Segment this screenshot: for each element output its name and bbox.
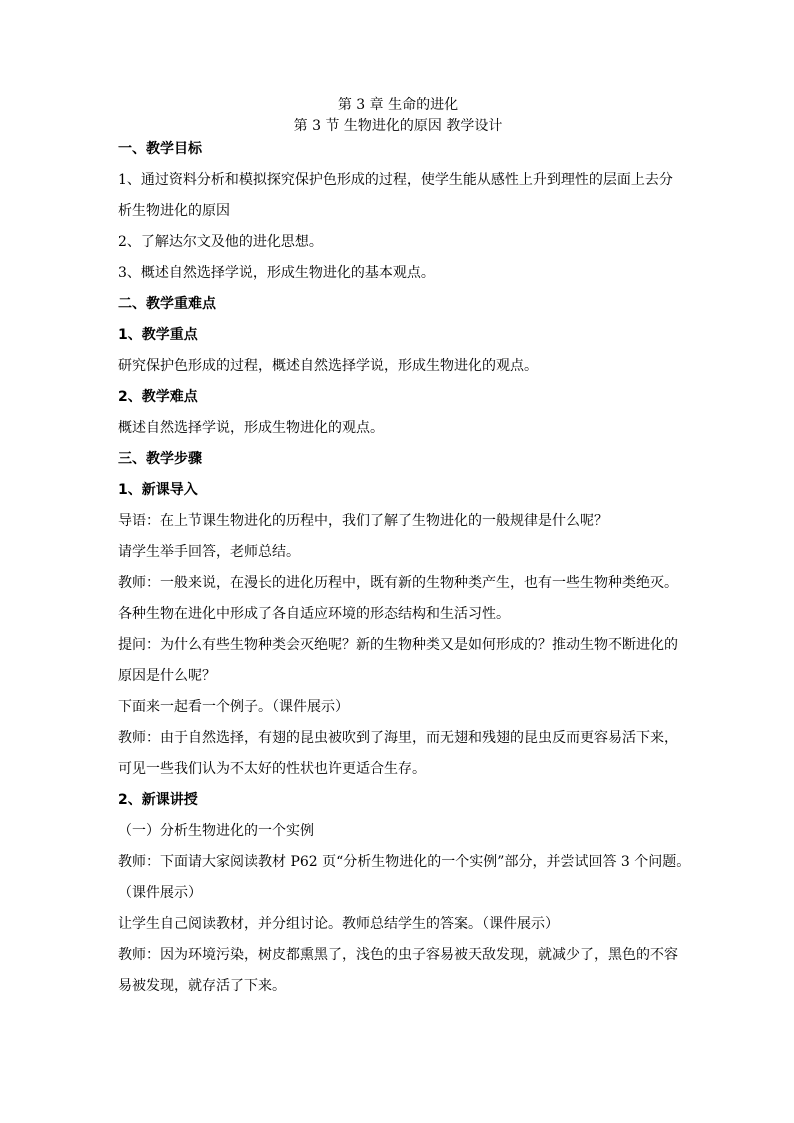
paragraph-line: （一）分析生物进化的一个实例 [118, 823, 314, 839]
chapter-title: 第 3 章 生命的进化 [337, 97, 459, 113]
paragraph-line: 让学生自己阅读教材，并分组讨论。教师总结学生的答案。（课件展示） [118, 916, 559, 932]
paragraph-line: 2、了解达尔文及他的进化思想。 [118, 234, 323, 250]
section-heading: 1、教学重点 [118, 327, 198, 343]
paragraph-line: 析生物进化的原因 [118, 203, 230, 219]
section-heading: 2、新课讲授 [118, 792, 198, 808]
paragraph-line: 下面来一起看一个例子。（课件展示） [118, 699, 349, 715]
paragraph-line: 教师：由于自然选择，有翅的昆虫被吹到了海里，而无翅和残翅的昆虫反而更容易活下来， [118, 730, 678, 746]
section-heading: 一、教学目标 [118, 141, 202, 157]
paragraph-line: 请学生举手回答，老师总结。 [118, 544, 300, 560]
paragraph-line: 各种生物在进化中形成了各自适应环境的形态结构和生活习性。 [118, 606, 510, 622]
paragraph-line: 提问：为什么有些生物种类会灭绝呢？新的生物种类又是如何形成的？推动生物不断进化的 [118, 637, 678, 653]
paragraph-line: 教师：一般来说，在漫长的进化历程中，既有新的生物种类产生，也有一些生物种类绝灭。 [118, 575, 678, 591]
document-lines [118, 134, 691, 1002]
paragraph-line: 教师：因为环境污染，树皮都熏黑了，浅色的虫子容易被天敌发现，就减少了，黑色的不容 [118, 947, 678, 963]
paragraph-line: 可见一些我们认为不太好的性状也许更适合生存。 [118, 761, 426, 777]
section-title: 第 3 节 生物进化的原因 教学设计 [293, 118, 503, 134]
section-heading: 2、教学难点 [118, 389, 198, 405]
section-heading: 二、教学重难点 [118, 296, 216, 312]
paragraph-line: 原因是什么呢？ [118, 668, 216, 684]
document-body [118, 95, 691, 1002]
section-heading: 三、教学步骤 [118, 451, 202, 467]
section-heading: 1、新课导入 [118, 482, 198, 498]
paragraph-line: 概述自然选择学说，形成生物进化的观点。 [118, 420, 384, 436]
paragraph-line: （课件展示） [118, 885, 202, 901]
paragraph-line: 1、通过资料分析和模拟探究保护色形成的过程，使学生能从感性上升到理性的层面上去分 [118, 172, 673, 188]
paragraph-line: 教师：下面请大家阅读教材 P62 页“分析生物进化的一个实例”部分，并尝试回答 3 个问题。 [118, 854, 691, 870]
paragraph-line: 易被发现，就存活了下来。 [118, 978, 286, 994]
paragraph-line: 3、概述自然选择学说，形成生物进化的基本观点。 [118, 265, 435, 281]
paragraph-line: 导语：在上节课生物进化的历程中，我们了解了生物进化的一般规律是什么呢？ [118, 513, 608, 529]
paragraph-line: 研究保护色形成的过程，概述自然选择学说，形成生物进化的观点。 [118, 358, 538, 374]
